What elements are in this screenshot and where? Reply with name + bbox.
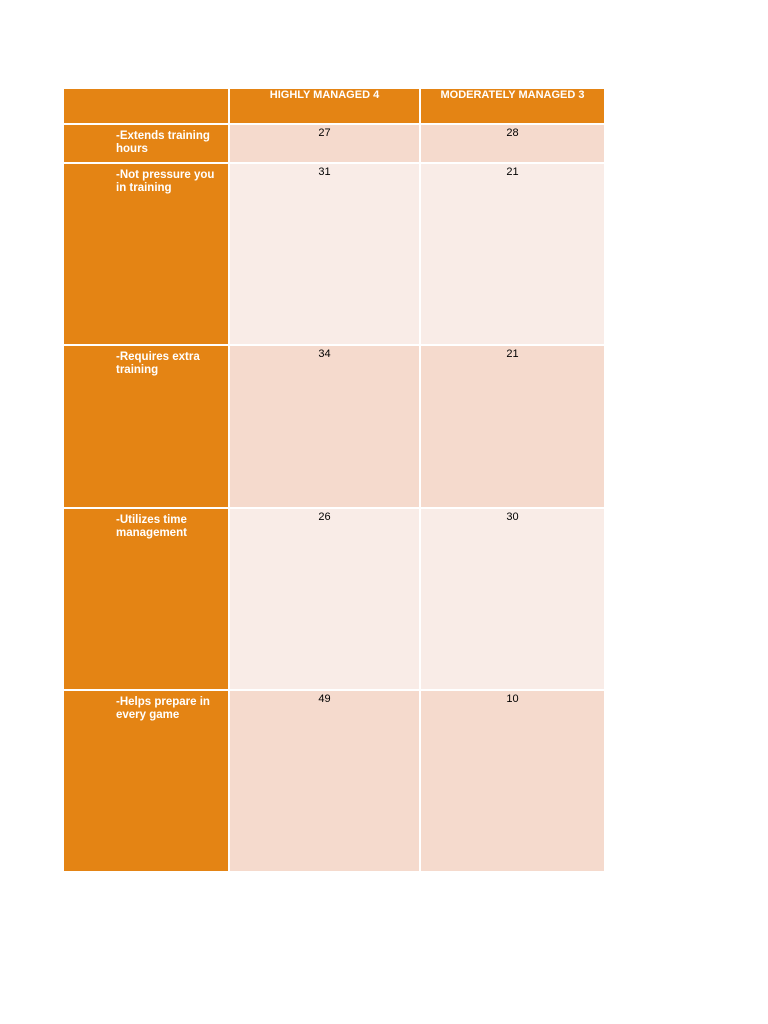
header-row bbox=[64, 89, 604, 125]
table-row bbox=[64, 164, 604, 346]
header-cell-moderately-managed: MODERATELY MANAGED 3 bbox=[440, 89, 585, 101]
highly-managed-value: 49 bbox=[230, 691, 421, 871]
moderately-managed-value: 21 bbox=[421, 164, 604, 344]
row-label: -Helps prepare in every game bbox=[64, 691, 230, 871]
highly-managed-value: 34 bbox=[230, 346, 421, 507]
table-row bbox=[64, 346, 604, 509]
table-row bbox=[64, 125, 604, 164]
row-label: -Utilizes time management bbox=[64, 509, 230, 689]
data-table bbox=[64, 89, 604, 871]
header-cell-empty bbox=[64, 89, 230, 123]
highly-managed-value: 26 bbox=[230, 509, 421, 689]
highly-managed-value: 27 bbox=[230, 125, 421, 162]
row-label: -Not pressure you in training bbox=[64, 164, 230, 344]
highly-managed-value: 31 bbox=[230, 164, 421, 344]
moderately-managed-value: 30 bbox=[421, 509, 604, 689]
moderately-managed-value: 10 bbox=[421, 691, 604, 871]
moderately-managed-value: 28 bbox=[421, 125, 604, 162]
table-row bbox=[64, 509, 604, 691]
moderately-managed-value: 21 bbox=[421, 346, 604, 507]
header-cell-highly-managed: HIGHLY MANAGED 4 bbox=[230, 89, 421, 123]
row-label: -Requires extra training bbox=[64, 346, 230, 507]
row-label: -Extends training hours bbox=[64, 125, 230, 162]
table-row bbox=[64, 691, 604, 871]
